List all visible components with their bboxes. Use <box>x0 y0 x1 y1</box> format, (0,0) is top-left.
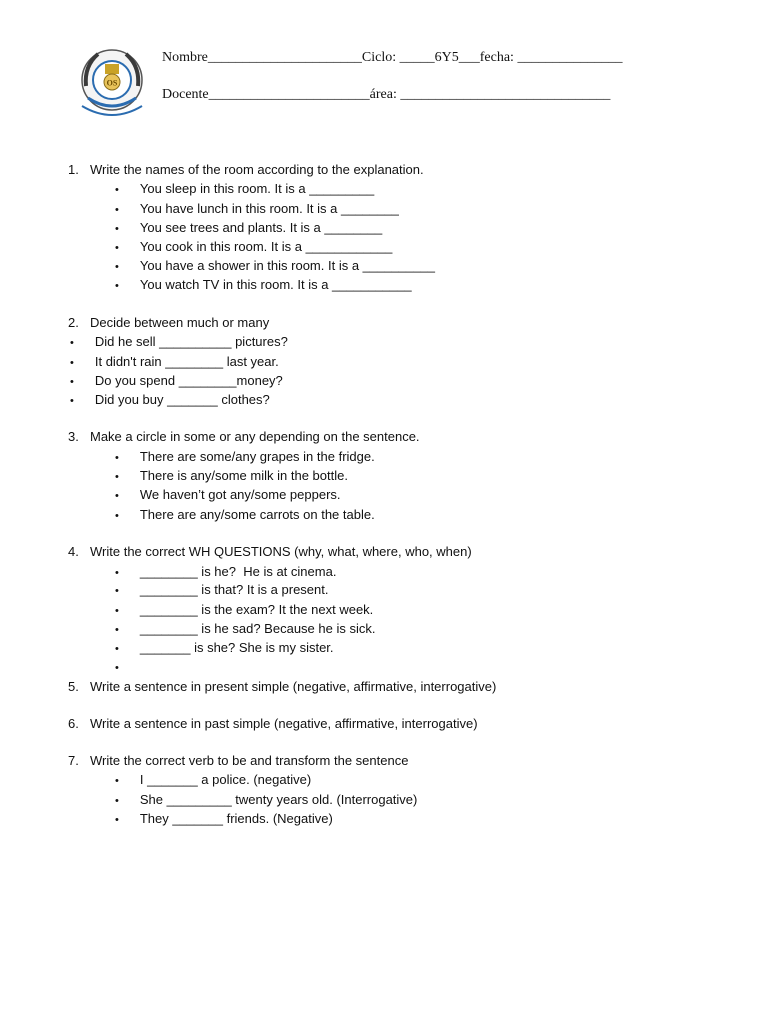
item-text[interactable]: ________ is he? He is at cinema. <box>139 564 337 579</box>
bullet-icon: • <box>115 795 119 807</box>
list-item <box>115 487 341 504</box>
item-text[interactable]: It didn't rain ________ last year. <box>94 354 279 369</box>
bullet-icon: • <box>115 662 119 674</box>
question-text: Write the names of the room according to the explanation. <box>90 162 424 177</box>
question-number: 4. <box>68 544 79 559</box>
item-text[interactable]: You cook in this room. It is a ____________ <box>139 239 393 254</box>
item-text[interactable]: She _________ twenty years old. (Interrogative) <box>139 792 418 807</box>
list-item <box>115 258 435 275</box>
list-item <box>70 373 283 390</box>
question-number: 2. <box>68 315 79 330</box>
question-text: Write a sentence in past simple (negative, affirmative, interrogative) <box>90 716 478 731</box>
list-item <box>115 811 333 828</box>
item-text[interactable]: There is any/some milk in the bottle. <box>139 468 348 483</box>
question-6 <box>68 716 478 732</box>
item-text[interactable]: There are some/any grapes in the fridge. <box>139 449 375 464</box>
bullet-icon: • <box>70 395 74 407</box>
bullet-icon: • <box>115 490 119 502</box>
logo-text: OS <box>106 78 118 88</box>
bullet-icon: • <box>115 204 119 216</box>
question-number: 7. <box>68 753 79 768</box>
bullet-icon: • <box>70 376 74 388</box>
question-number: 1. <box>68 162 79 177</box>
item-text[interactable]: Did you buy _______ clothes? <box>94 392 270 407</box>
list-item <box>115 277 412 294</box>
fecha-field[interactable]: _______________ <box>517 50 623 65</box>
question-5 <box>68 679 496 695</box>
list-item <box>115 220 383 237</box>
list-item <box>115 582 329 599</box>
item-text[interactable]: You have a shower in this room. It is a __________ <box>139 258 435 273</box>
list-item <box>115 792 418 809</box>
list-item <box>70 392 270 409</box>
bullet-icon: • <box>115 280 119 292</box>
item-text[interactable]: We haven’t got any/some peppers. <box>139 487 341 502</box>
item-text[interactable]: ________ is he sad? Because he is sick. <box>139 621 376 636</box>
list-item <box>115 564 337 581</box>
bullet-icon: • <box>115 510 119 522</box>
bullet-icon: • <box>115 452 119 464</box>
bullet-icon: • <box>115 242 119 254</box>
bullet-icon: • <box>115 261 119 273</box>
question-7 <box>68 753 408 769</box>
item-text[interactable]: ________ is the exam? It the next week. <box>139 602 374 617</box>
list-item <box>115 640 334 657</box>
bullet-icon: • <box>115 471 119 483</box>
nombre-label: Nombre <box>162 50 208 65</box>
header-row-2 <box>162 87 610 103</box>
question-text: Write the correct WH QUESTIONS (why, what, where, who, when) <box>90 544 472 559</box>
question-number: 3. <box>68 429 79 444</box>
question-4 <box>68 544 472 560</box>
nombre-field[interactable]: ______________________ <box>207 50 362 65</box>
item-text[interactable]: You sleep in this room. It is a _________ <box>139 181 375 196</box>
ciclo-label: Ciclo: <box>361 50 397 65</box>
question-number: 6. <box>68 716 79 731</box>
question-number: 5. <box>68 679 79 694</box>
docente-label: Docente <box>162 87 209 102</box>
question-text: Write a sentence in present simple (negative, affirmative, interrogative) <box>90 679 497 694</box>
item-text[interactable]: Do you spend ________money? <box>94 373 283 388</box>
area-field[interactable]: ______________________________ <box>400 87 611 102</box>
bullet-icon: • <box>115 184 119 196</box>
item-text[interactable]: Did he sell __________ pictures? <box>94 334 288 349</box>
list-item <box>115 772 312 789</box>
list-item <box>70 354 279 371</box>
item-text[interactable]: There are any/some carrots on the table. <box>139 507 375 522</box>
question-text: Decide between much or many <box>90 315 270 330</box>
bullet-icon: • <box>115 585 119 597</box>
bullet-icon: • <box>70 357 74 369</box>
list-item <box>115 239 393 256</box>
list-item <box>115 659 119 676</box>
item-text[interactable]: They _______ friends. (Negative) <box>139 811 333 826</box>
item-text[interactable]: You watch TV in this room. It is a ___________ <box>139 277 412 292</box>
list-item <box>115 449 375 466</box>
list-item <box>115 621 376 638</box>
bullet-icon: • <box>115 567 119 579</box>
question-3 <box>68 429 420 445</box>
bullet-icon: • <box>115 814 119 826</box>
list-item <box>115 181 375 198</box>
fecha-label: fecha: <box>479 50 514 65</box>
bullet-icon: • <box>115 605 119 617</box>
item-text[interactable]: ________ is that? It is a present. <box>139 582 329 597</box>
question-1 <box>68 162 424 178</box>
item-text[interactable]: You see trees and plants. It is a ________ <box>139 220 383 235</box>
question-2 <box>68 315 269 331</box>
docente-field[interactable]: _______________________ <box>208 87 370 102</box>
bullet-icon: • <box>115 223 119 235</box>
ciclo-field[interactable]: _____6Y5___ <box>399 50 480 65</box>
item-text[interactable]: _______ is she? She is my sister. <box>139 640 334 655</box>
area-label: área: <box>369 87 397 102</box>
question-text: Write the correct verb to be and transform the sentence <box>90 753 409 768</box>
bullet-icon: • <box>115 643 119 655</box>
item-text[interactable]: You have lunch in this room. It is a ________ <box>139 201 399 216</box>
header-row-1 <box>162 50 622 66</box>
item-text[interactable]: I _______ a police. (negative) <box>139 772 312 787</box>
bullet-icon: • <box>115 775 119 787</box>
list-item <box>70 334 288 351</box>
bullet-icon: • <box>70 337 74 349</box>
list-item <box>115 468 348 485</box>
list-item <box>115 602 374 619</box>
list-item <box>115 507 375 524</box>
school-logo-icon <box>78 46 146 118</box>
bullet-icon: • <box>115 624 119 636</box>
question-text: Make a circle in some or any depending on the sentence. <box>90 429 420 444</box>
list-item <box>115 201 399 218</box>
